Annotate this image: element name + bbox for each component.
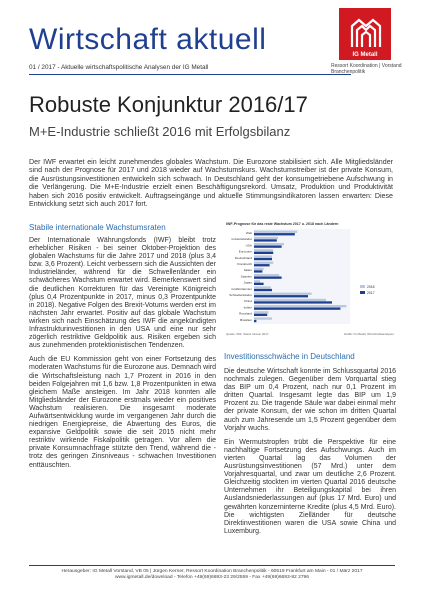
section-heading-investment: Investitionsschwäche in Deutschland (224, 352, 355, 361)
chart-bar (254, 252, 273, 254)
section-heading-growth: Stabile internationale Wachstumsraten (29, 223, 166, 232)
chart-category-label: Industrieländer (231, 237, 252, 242)
chart-bar (254, 283, 264, 285)
chart-bar (254, 246, 282, 248)
chart-plot-area (229, 229, 350, 324)
chart-bar (254, 308, 340, 310)
logo-caption (331, 63, 411, 75)
chart-bar (254, 268, 264, 270)
footer (29, 569, 395, 581)
chart-bar (254, 293, 312, 295)
chart-bar (254, 289, 272, 291)
left-paragraph-1: Der Internationale Währungsfonds (IWF) bleibt trotz erheblicher Risiken - bei seiner Oktober-Projektion des globalen Wachstums für die Jahre 2017 und 2018 (plus 3,4 bzw. 3,6 Prozent). Leicht verbessern sich die Aussichten der Industrieländer, während für die Schwellenländer ein schwächeres Wachstum erwartet wird. Bemerkenswert sind die deutlichen Korrekturen für das Vereinigte Königreich (plus 0,4 Prozentpunkte in 2017, minus 0,3 Prozentpunkte in 2018). Negative Folgen des Brexit-Votums werden erst im nächsten Jahr erwartet. Positiv auf das globale Wachstum wirken sich nach Einschätzung des IWF die angekündigten Infrastrukturinvestitionen in den USA und eine nur sehr zögerlich restriktive Geldpolitik aus. Risiken ergeben sich aus zunehmenden protektionistischen Tendenzen. (29, 237, 216, 350)
chart-bar (254, 270, 262, 272)
footer-publisher: Herausgeber: IG Metall Vorstand, VB 05 | Jürgen Kerner, Ressort Koordination Branchenpolitik - 60519 Frankfurt am Main - 01 / März 2017 (61, 569, 363, 574)
chart-bar (254, 286, 271, 288)
right-column (224, 368, 396, 542)
chart-category-label: Deutschland (234, 255, 252, 260)
chart-legend (360, 285, 375, 295)
masthead-divider (29, 74, 351, 75)
legend-label: 2017 (367, 291, 375, 295)
chart-category-label: China (243, 299, 252, 304)
chart-bar (254, 314, 267, 316)
chart-category-label: Eurozone (238, 249, 252, 254)
legend-swatch (360, 285, 365, 288)
chart-credit: Grafik: IG Metall, Wirtschaftsanalysen (343, 332, 394, 336)
chart-bar (254, 243, 284, 245)
chart-category-label: USA (245, 243, 252, 248)
ig-metall-logo-icon (339, 8, 391, 60)
chart-category-label: Welt (245, 231, 252, 235)
chart-bar (254, 262, 273, 264)
chart-bar (254, 258, 272, 260)
legend-swatch (360, 291, 365, 294)
chart-bar (254, 274, 279, 276)
chart-bar (254, 311, 268, 313)
growth-forecast-chart (224, 220, 396, 338)
chart-bar (254, 301, 332, 303)
left-paragraph-2: Auch die EU Kommission geht von einer Fortsetzung des moderaten Wachstums für die Eurozone aus. Demnach wird die Wirtschaftsleistung nach 1,7 Prozent in 2016 in den beiden Folgejahren mit 1,6 bzw. 1,8 Prozentpunkten in etwa gleichem Maße ansteigen. Im Jahr 2018 konnten alle Mitgliedsländer der Eurozone erstmals wieder ein positives Wachstum realisieren. Die insgesamt moderate Aufwärtsentwicklung wurde im vergangenen Jahr durch die niedrigen Energiepreise, die Abwertung des Euros, die expansive Geldpolitik sowie die seit 2015 nicht mehr restriktiv wirkende Fiskalpolitik getragen. Vor allem die private Konsumnachfrage stützte den Trend, während die - trotz des geringen Zinsniveaus - schwachen Investitionen enttäuschten. (29, 356, 216, 469)
chart-bar (254, 317, 272, 319)
footer-contact: www.igmetall.de/download - Telefon +49(69)6693-23 29/2559 - Fax +49(69)6693-82 2796 (114, 575, 310, 581)
chart-bar (254, 249, 273, 251)
chart-category-label: Spanien (240, 274, 252, 279)
chart-category-label: Japan (243, 280, 252, 285)
page-title: Robuste Konjunktur 2016/17 (29, 92, 308, 117)
chart-bar (254, 233, 295, 235)
chart-bar (254, 264, 270, 266)
chart-bar (254, 237, 278, 239)
chart-bar (254, 277, 282, 279)
legend-label: 2018 (367, 285, 375, 289)
chart-bar (254, 255, 272, 257)
right-paragraph-1: Die deutsche Wirtschaft konnte im Schlussquartal 2016 nochmals zulegen. Gegenüber dem Vorquartal stieg das BIP um 0,4 Prozent, nach nur 0,1 Prozent im dritten Quartal. Insgesamt legte das BIP um 1,9 Prozent zu. Die tragende Säule war dabei einmal mehr der private Konsum, der wie schon im dritten Quartal auch zum Jahresende um 1,5 Prozent gegenüber dem Vorjahr wuchs. (224, 368, 396, 432)
chart-category-label: Schwellenländer (229, 293, 252, 297)
chart-bar (254, 239, 277, 241)
intro-paragraph: Der IWF erwartet ein leicht zunehmendes globales Wachstum. Die Eurozone stabilisiert sich. Alle Mitgliedsländer sind nach der Prognose für 2017 und 2018 wieder auf Wachstumskurs. Wachstumstreiber ist der private Konsum, die Ausrüstungsinvestitionen entwickeln sich schwach. In Deutschland geht der konsumgetriebene Aufschwung in die Verlängerung. Die M+E-Industrie erzielt einen Beschäftigungsrekord. Umsatz, Produktion und Produktivität haben sich 2016 positiv entwickelt. Auftragseingänge und aktuelle Stimmungsindikatoren lassen erwarten: Diese Entwicklung setzt sich auch 2017 fort. (29, 158, 393, 209)
chart-bar (254, 305, 346, 307)
chart-category-label: Frankreich (237, 262, 252, 266)
logo-text: IG Metall (352, 52, 378, 58)
masthead (29, 23, 359, 71)
chart-source: Quelle: IWF, Stand Januar 2017 (226, 332, 269, 336)
chart-category-label: Großbritannien (231, 286, 252, 291)
chart-category-label: Brasilien (240, 317, 252, 322)
chart-category-label: Russland (239, 311, 252, 316)
logo-caption-line1: Ressort Koordination | Vorstand (331, 63, 402, 69)
page-subtitle: M+E-Industrie schließt 2016 mit Erfolgsbilanz (29, 124, 291, 139)
chart-bar (254, 299, 326, 301)
footer-divider (29, 565, 395, 566)
newsletter-title: Wirtschaft aktuell (29, 23, 267, 56)
logo-caption-line2: Branchenpolitik (331, 69, 366, 76)
ig-metall-logo (339, 8, 391, 60)
chart-bar (254, 280, 260, 282)
chart-category-label: Indien (243, 305, 252, 310)
right-paragraph-2: Ein Wermutstropfen trübt die Perspektive für eine nachhaltige Fortsetzung des Aufschwungs. Auch im vierten Quartal lag das Volumen der Ausrüstungsinvestitionen (57 Mrd.) unter dem Vorjahresquartal, und zwar um deutliche 2,6 Prozent. Gleichzeitig stockten im vierten Quartal 2016 deutsche Unternehmen ihr Beteiligungskapital bei ihren Auslandsniederlassungen auf (plus 17 Mrd. Euro) und gewährten konzerninterne Kredite (plus 4,5 Mrd. Euro). Die wichtigsten Zielländer für deutsche Direktinvestitionen waren die USA sowie China und Luxemburg. (224, 438, 396, 535)
chart-bar (254, 231, 297, 233)
newsletter-subtitle: 01 / 2017 - Aktuelle wirtschaftspolitische Analysen der IG Metall (29, 64, 209, 71)
chart-title: IWF-Prognose für das reale Wachstum 2017 u. 2018 nach Ländern (226, 222, 339, 226)
chart-bar (254, 320, 256, 322)
left-column (29, 237, 216, 476)
chart-category-label: Italien (243, 268, 252, 273)
chart-bar (254, 295, 308, 297)
